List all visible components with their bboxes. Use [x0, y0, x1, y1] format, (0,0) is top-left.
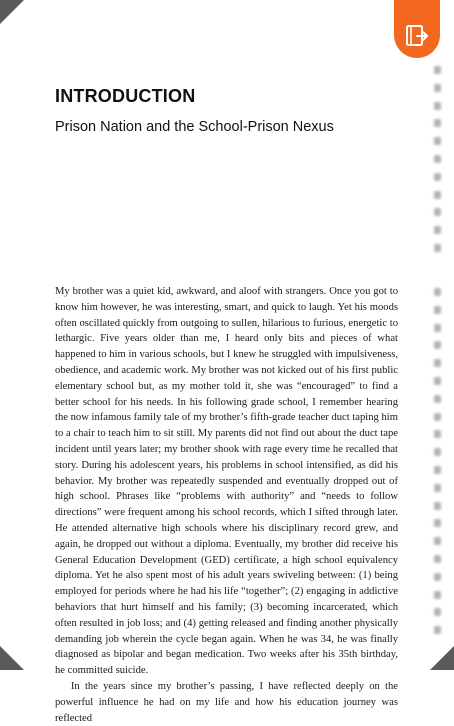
- document-share-icon: [404, 24, 430, 48]
- page-corner-top-left: [0, 0, 24, 24]
- paragraph: My brother was a quiet kid, awkward, and aloof with strangers. Once you got to know him however, he was interesting, smart, and quick to laugh. Yet his moods often oscillated quickly from outgoing to sullen, hilarious to furious, energetic to lethargic. Five years older than me, I heard only bits and pieces of what happened to him in various schools, but I knew he struggled with impulsiveness, obedience, and academic work. My brother was not kicked out of his first public elementary school but, as my mother told it, she was “encouraged” to find a better school for his needs. In his following grade school, I remember hearing the now infamous family tale of my brother’s fifth-grade teacher duct taping him to a chair to teach him to sit still. My parents did not find out about the duct tape incident until years later; my brother shook with rage every time he recalled that story. During his adolescent years, his problems in school intensified, as did his behavior. My brother was repeatedly suspended and eventually dropped out of high school. Phrases like “problems with authority” and “needs to follow directions” were frequent among his school records, which I sifted through later. He attended alternative high schools where his disciplinary record grew, and again, he dropped out without a diploma. Eventually, my brother did receive his General Education Development (GED) certificate, a high school equivalency diploma. Yet he also spent most of his adult years swiveling between: (1) being employed for periods where he had his life “together”; (2) engaging in addictive behaviors that hurt himself and his family; (3) becoming incarcerated, which often resulted in job loss; and (4) getting released and finding another physically demanding job wherein the cycle began again. When he was 34, he was finally diagnosed as bipolar and began medication. Two weeks after his 35th birthday, he committed suicide.: [55, 286, 398, 677]
- chapter-header: [55, 86, 398, 135]
- facing-page-bleed-top: [434, 66, 444, 262]
- chapter-heading: INTRODUCTION: [55, 86, 196, 106]
- page-corner-bottom-left: [0, 646, 24, 670]
- page-corner-bottom-right: [430, 646, 454, 670]
- body-text: [55, 284, 398, 726]
- paragraph: In the years since my brother’s passing, I have reflected deeply on the powerful influence he had on my life and how his education journey was reflected: [55, 680, 398, 724]
- chapter-subtitle: Prison Nation and the School-Prison Nexus: [55, 119, 334, 135]
- facing-page-bleed-bottom: [434, 288, 444, 644]
- reader-tab-button[interactable]: [394, 0, 440, 58]
